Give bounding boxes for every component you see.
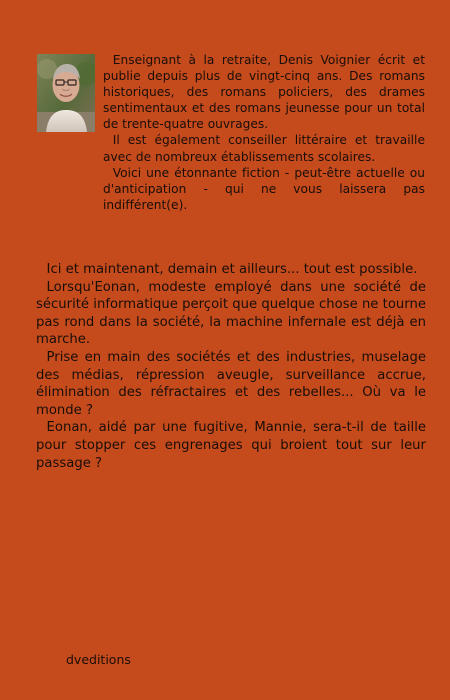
author-bio [103, 52, 425, 213]
summary-paragraph-3: Prise en main des sociétés et des industries, muselage des médias, répression aveugle, surveillance accrue, élimination des réfractaires et des rebelles... Où va le monde ? [36, 349, 426, 418]
author-portrait-icon [37, 54, 95, 132]
summary-paragraph-1: Ici et maintenant, demain et ailleurs... tout est possible. [46, 262, 418, 277]
summary-paragraph-2: Lorsqu'Eonan, modeste employé dans une société de sécurité informatique perçoit que quelque chose ne tourne pas rond dans la société, la machine infernale est déjà en marche. [36, 279, 426, 348]
summary-paragraph-4: Eonan, aidé par une fugitive, Mannie, sera-t-il de taille pour stopper ces engrenages qui broient tout sur leur passage ? [36, 420, 426, 471]
book-summary [36, 261, 426, 472]
author-photo [37, 54, 95, 132]
bio-paragraph-1: Enseignant à la retraite, Denis Voignier écrit et publie depuis plus de vingt-cinq ans. Des romans historiques, des romans policiers, des drames sentimentaux et des romans jeunesse pour un total de trente-quatre ouvrages. [103, 53, 425, 132]
publisher-name: dveditions [66, 652, 131, 667]
bio-paragraph-3: Voici une étonnante fiction - peut-être actuelle ou d'anticipation - qui ne vous laissera pas indifférent(e). [103, 165, 425, 212]
bio-paragraph-2: Il est également conseiller littéraire et travaille avec de nombreux établissements scolaires. [103, 133, 425, 164]
